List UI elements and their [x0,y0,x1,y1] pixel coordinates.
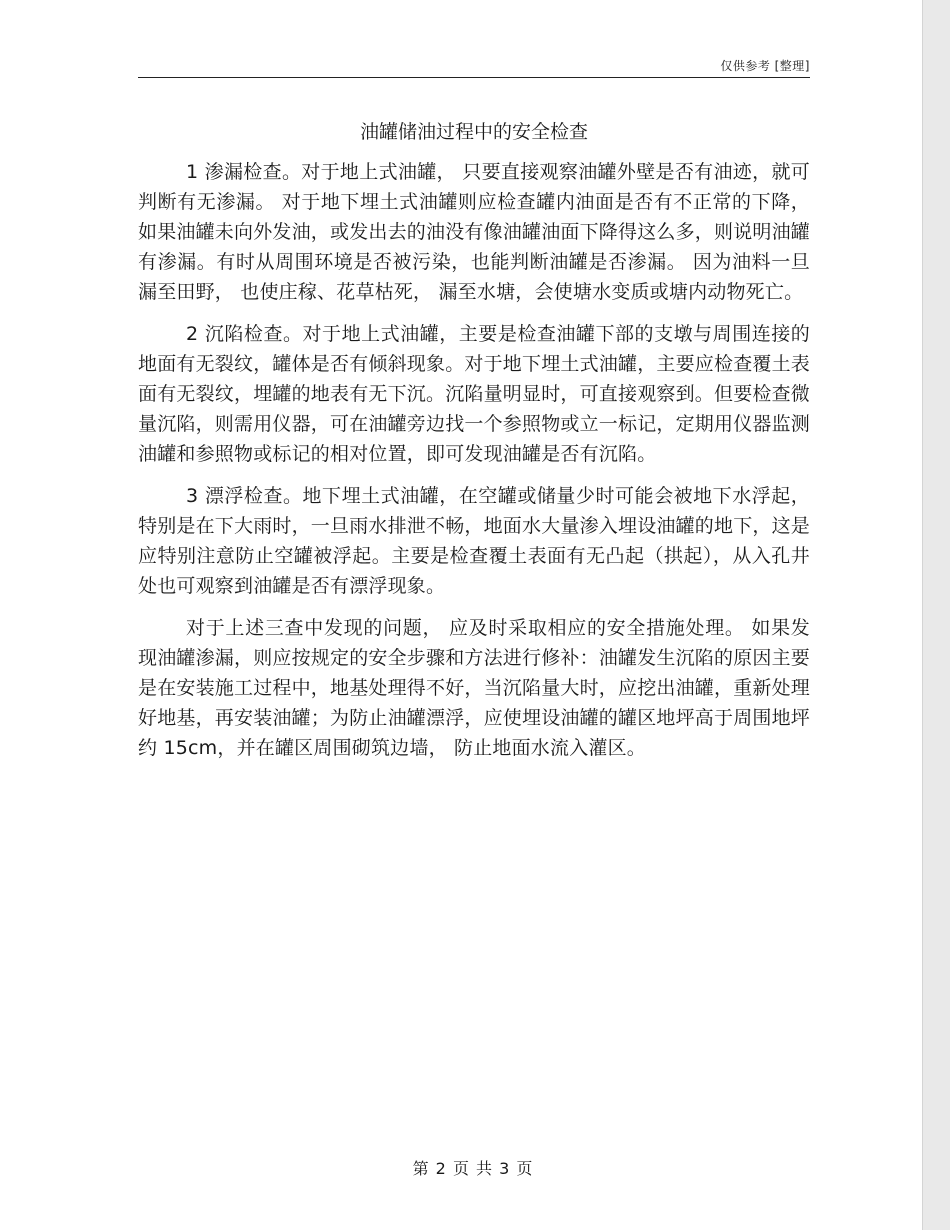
document-title: 油罐储油过程中的安全检查 [359,121,588,143]
paragraph-settlement-check: 2 沉陷检查。对于地上式油罐，主要是检查油罐下部的支墩与周围连接的地面有无裂纹，罐体是否有倾斜现象。对于地下埋土式油罐，主要应检查覆土表面有无裂纹，埋罐的地表有无下沉。沉陷量明显时，可直接观察到。但要检查微量沉陷，则需用仪器，可在油罐旁边找一个参照物或立一标记，定期用仪器监测油罐和参照物或标记的相对位置，即可发现油罐是否有沉陷。 [138,323,811,465]
header-note: 仅供参考 [整理] [720,59,810,73]
header-divider [138,77,810,78]
paragraph-floating-check: 3 漂浮检查。地下埋土式油罐，在空罐或储量少时可能会被地下水浮起，特别是在下大雨时，一旦雨水排泄不畅，地面水大量渗入埋设油罐的地下，这是应特别注意防止空罐被浮起。主要是检查覆土表面有无凸起（拱起），从入孔井处也可观察到油罐是否有漂浮现象。 [138,485,811,597]
document-body [138,157,810,775]
paragraph-remedial-measures: 对于上述三查中发现的问题， 应及时采取相应的安全措施处理。 如果发现油罐渗漏，则应按规定的安全步骤和方法进行修补：油罐发生沉陷的原因主要是在安装施工过程中，地基处理得不好，当沉陷量大时，应挖出油罐，重新处理好地基，再安装油罐；为防止油罐漂浮，应使埋设油罐的罐区地坪高于周围地坪约 15cm，并在罐区周围砌筑边墙， 防止地面水流入灌区。 [138,617,811,759]
paragraph-leak-check: 1 渗漏检查。对于地上式油罐， 只要直接观察油罐外壁是否有油迹，就可判断有无渗漏。 对于地下埋土式油罐则应检查罐内油面是否有不正常的下降，如果油罐未向外发油，或发出去的油没有像油罐油面下降得这么多，则说明油罐有渗漏。有时从周围环境是否被污染，也能判断油罐是否渗漏。 因为油料一旦漏至田野， 也使庄稼、花草枯死， 漏至水塘，会使塘水变质或塘内动物死亡。 [138,161,811,303]
page-number-footer: 第 2 页 共 3 页 [412,1159,534,1178]
